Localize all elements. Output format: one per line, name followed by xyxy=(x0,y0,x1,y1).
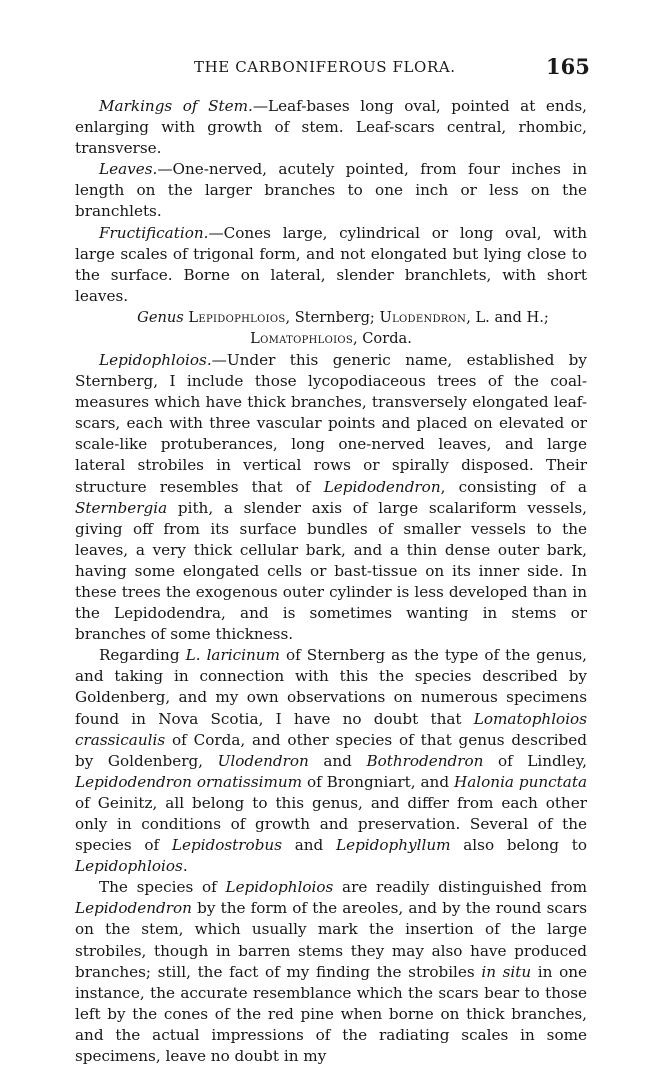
stem-markings-text: —Leaf-bases long oval, pointed at ends, enlarging with growth of stem. Leaf-scars central, rhombic, transverse. xyxy=(75,97,587,158)
para2-text-2: of Sternberg as the type of the genus, and taking in connection with this the species described by Goldenberg, and my own observations on numerous specimens found in Nova Scotia, I have no doubt that xyxy=(75,646,587,728)
para2-text-4: and xyxy=(308,751,367,770)
para1-text-2: , consisting of a xyxy=(440,477,587,496)
para1-italic-2: Sternbergia xyxy=(75,498,168,517)
para2-text-10: . xyxy=(182,857,188,876)
para2-italic-1: L. laricinum xyxy=(185,646,280,665)
para2-italic-2: Lomatophloios crassicaulis xyxy=(75,709,587,749)
para2-italic-5: Lepidodendron ornatissimum xyxy=(75,772,303,791)
fructification-label: Fructification. xyxy=(99,223,209,242)
para2-italic-4: Bothrodendron xyxy=(366,751,484,770)
para2-italic-9: Lepidophloios xyxy=(75,857,183,876)
para2-italic-7: Lepidostrobus xyxy=(171,836,282,855)
para2-text-7: of Geinitz, all belong to this genus, and differ from each other only in conditions of growth and preservation. Several of the species of xyxy=(75,793,587,855)
para1-text-3: pith, a slender axis of large scalariform vessels, giving off from its surface bundles of smaller vessels to the leaves, a very thick cellular bark, and a thin dense outer bark, having some elongated cells or bast-tissue on its inner side. In these trees the exogenous outer cylinder is less developed than in the Lepidodendra, and is sometimes wanting in stems or branches of some thickness. xyxy=(75,498,587,644)
para2-text-8: and xyxy=(282,836,337,855)
genus-heading xyxy=(75,307,587,350)
para2-text-9: also belong to xyxy=(450,836,588,855)
running-title: THE CARBONIFEROUS FLORA. xyxy=(194,58,456,76)
fructification-text: —Cones large, cylindrical or long oval, with large scales of trigonal form, and not elongated but lying close to the surface. Borne on lateral, slender branchlets, with short leaves. xyxy=(75,223,587,305)
para2-text-6: of Brongniart, and xyxy=(302,772,454,791)
para3-text-4: in one instance, the accurate resemblance which the scars bear to those left by the cones of the red pine when borne on thick branches, and the actual impressions of the radiating scales in some specimens, leave no doubt in my xyxy=(75,962,587,1066)
genus-name-lomatophloios: Lomatophloios xyxy=(250,330,353,348)
genus-author-lh: , L. and H.; xyxy=(466,308,549,326)
paragraph-species xyxy=(75,877,587,1067)
para3-text-3: by the form of the areoles, and by the round scars on the stem, which usually mark the insertion of the large strobiles, though in barren stems they may also have produced branches; still, the fact of my finding the strobiles xyxy=(75,899,587,981)
paragraph-regarding xyxy=(75,645,587,877)
para2-italic-8: Lepidophyllum xyxy=(336,836,451,855)
leaves-label: Leaves. xyxy=(99,160,158,179)
para2-text-3: of Corda, and other species of that genus described by Goldenberg, xyxy=(75,730,587,770)
genus-name-ulodendron: Ulodendron xyxy=(379,308,467,326)
para1-text-1: —Under this generic name, established by Sternberg, I include those lycopodiaceous trees of the coal-measures which have thick branches, transversely elongated leaf-scars, each with three vascular points and placed on elevated or scale-like protuberances, long one-nerved leaves, and large lateral strobiles in vertical rows or spirally disposed. Their structure resembles that of xyxy=(75,350,587,496)
para2-text-5: of Lindley, xyxy=(483,751,587,770)
paragraph-stem-markings xyxy=(75,96,587,159)
para3-italic-1: Lepidophloios xyxy=(225,878,334,897)
para3-text-2: are readily distinguished from xyxy=(333,878,588,897)
body-text xyxy=(75,96,587,1067)
paragraph-fructification xyxy=(75,223,587,307)
para3-italic-3: in situ xyxy=(481,962,532,981)
genus-name-lepidophloios: Lepidophloios xyxy=(188,308,286,326)
genus-author-corda: , Corda. xyxy=(352,330,412,348)
paragraph-lepidophloios xyxy=(75,350,587,645)
para2-italic-6: Halonia punctata xyxy=(453,772,587,791)
para3-text-1: The species of xyxy=(99,878,226,897)
stem-markings-label: Markings of Stem. xyxy=(99,97,253,115)
genus-word: Genus xyxy=(137,308,184,326)
para1-italic-1: Lepidodendron xyxy=(323,477,441,496)
para2-text-1: Regarding xyxy=(99,646,186,665)
para2-italic-3: Ulodendron xyxy=(217,751,309,770)
genus-author-sternberg: , Sternberg; xyxy=(285,308,380,326)
lepidophloios-label: Lepidophloios. xyxy=(99,350,212,369)
para3-italic-2: Lepidodendron xyxy=(75,899,192,918)
paragraph-leaves xyxy=(75,159,587,222)
running-head xyxy=(0,56,663,80)
leaves-text: —One-nerved, acutely pointed, from four inches in length on the larger branches to one inch or less on the branchlets. xyxy=(75,160,587,221)
page-number: 165 xyxy=(546,54,590,79)
